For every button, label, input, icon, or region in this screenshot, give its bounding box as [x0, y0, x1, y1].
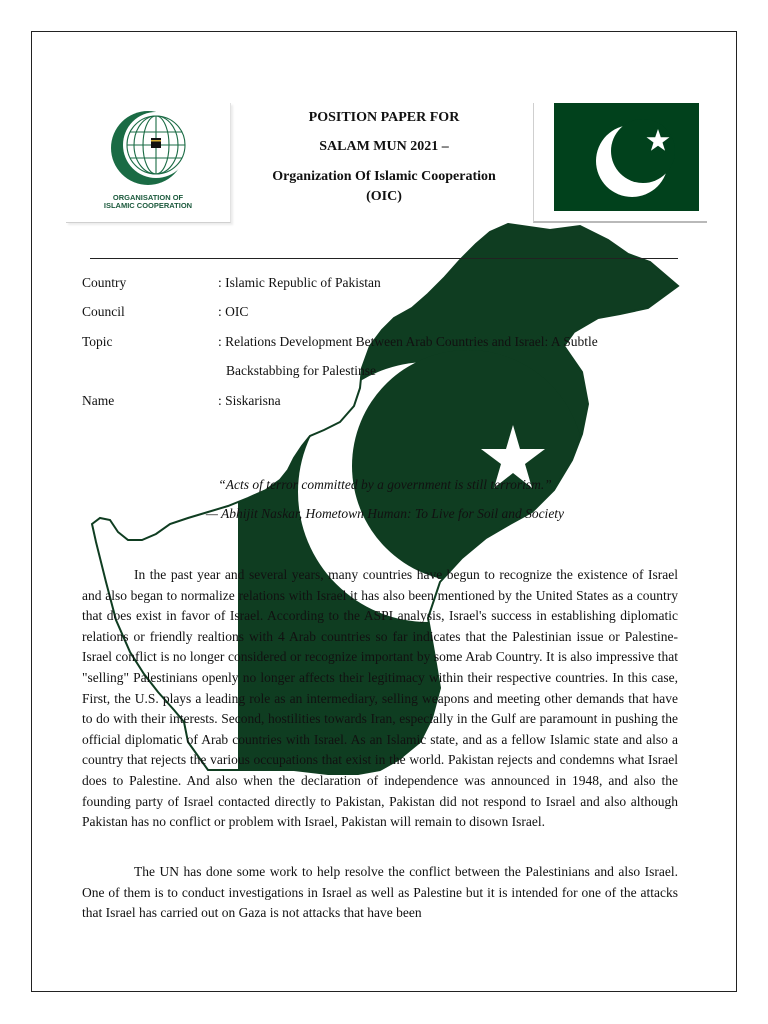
header-divider — [90, 258, 678, 259]
topic-value-line-2: Backstabbing for Palestinse — [226, 363, 376, 378]
epigraph-quote: “Acts of terror committed by a government is still terrorism.” — [218, 477, 552, 492]
council-value: : OIC — [218, 304, 249, 319]
name-label: Name — [82, 393, 115, 408]
pakistan-flag-icon — [554, 103, 699, 211]
epigraph-author: — Abhijit Naskar, Hometown Human: To Live for Soil and Society — [205, 506, 565, 521]
oic-logo — [66, 103, 231, 223]
body-paragraph-1: In the past year and several years, many countries have begun to recognize the existence of Israel and also began to normalize relations with Israel it has also been mentioned by the United States as a country that does exist in favor of Israel. According to the ASPI analysis, Israel's success in establishing diplomatic relations or friendly realtions with 4 Arab countries so far indicates that the Palestinian issue or Palestine-Israel conflict is no longer considered or recognize important by some Arab Country. It is also impressive that "selling" Palestinians openly no longer affects their legitimacy within their respective countries. In this case, First, the U.S. plays a leading role as an intermediary, selling weapons and meeting other demands that have to do with their interests. Second, hostilities towards Iran, especially in the Gulf are paramount in pushing the official diplomatic of Arab countries with Israel. As an Islamic state, and as a fellow Islamic state and also a country that rejects the various occupations that exist in the world. Pakistan rejects and condemns what Israel does to Palestine. And also when the declaration of independence was announced in 1948, and also the founding party of Israel contacted directly to Pakistan, Pakistan did not respond to Israel and also although Pakistan has no conflict or problem with Israel, Pakistan will remain to disown Israel. — [82, 567, 678, 830]
name-value: : Siskarisna — [218, 393, 281, 408]
title-line-3: Organization Of Islamic Cooperation — [272, 169, 496, 184]
topic-value-line-1: : Relations Development Between Arab Countries and Israel: A Subtle — [218, 334, 598, 349]
body-paragraph-2: The UN has done some work to help resolve the conflict between the Palestinians and also Israel. One of them is to conduct investigations in Israel as well as Palestine but it is intended for one of the attacks that Israel has carried out on Gaza is not attacks that have been — [82, 864, 678, 921]
title-line-1: POSITION PAPER FOR — [308, 110, 460, 125]
pakistan-flag-frame — [533, 103, 707, 223]
logo-text-line-2: ISLAMIC COOPERATION — [103, 201, 193, 210]
title-line-2: SALAM MUN 2021 – — [319, 139, 449, 154]
council-label: Council — [82, 304, 125, 319]
logo-text-line-1: ORGANISATION OF — [112, 193, 184, 202]
topic-label: Topic — [82, 334, 113, 349]
country-value: : Islamic Republic of Pakistan — [218, 275, 381, 290]
title-line-4: (OIC) — [366, 189, 402, 204]
country-label: Country — [82, 275, 127, 290]
